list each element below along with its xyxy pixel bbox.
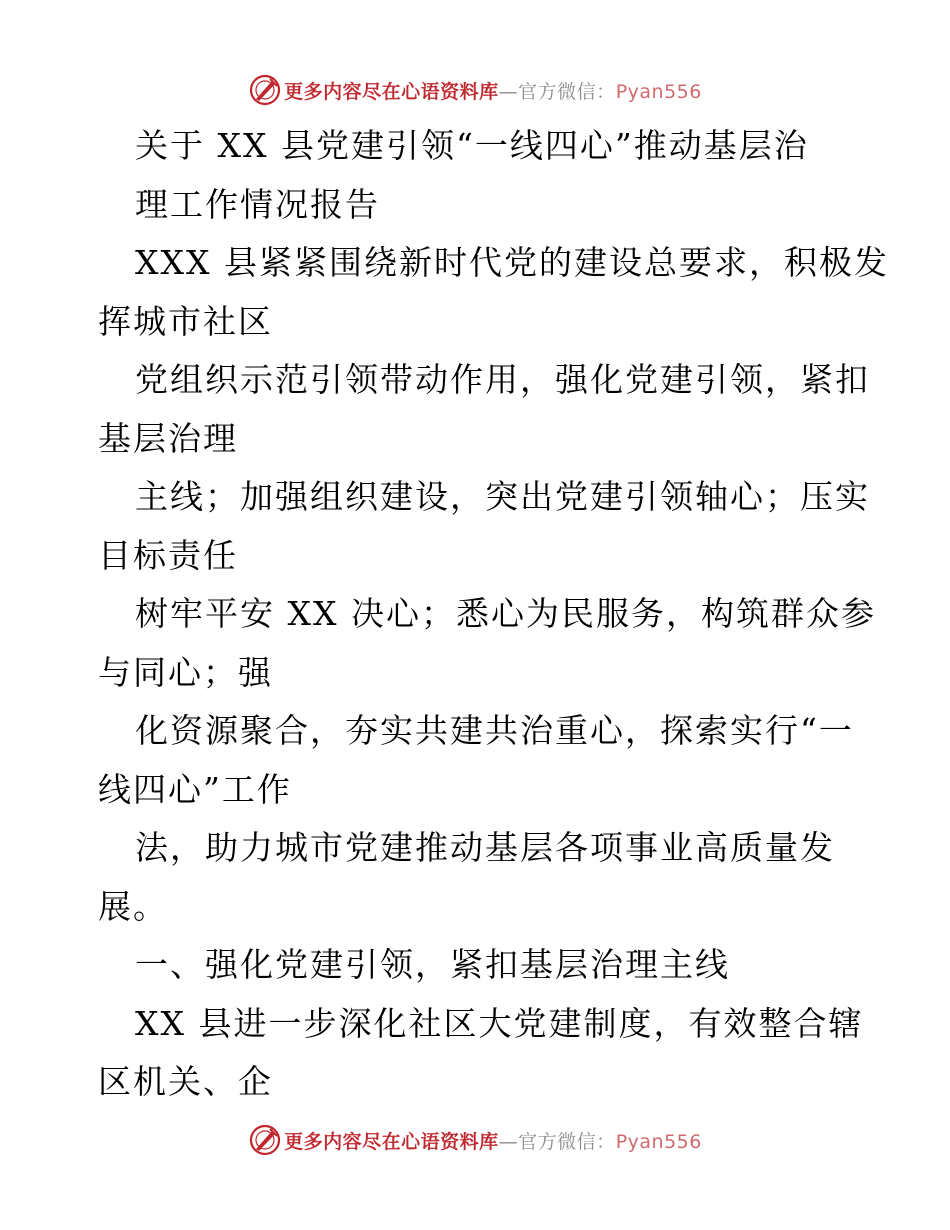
text-line: XX 县进一步深化社区大党建制度，有效整合辖 [135, 1003, 864, 1043]
text-line: 一、强化党建引领，紧扣基层治理主线 [135, 945, 730, 984]
banner-wechat-id: Pyan556 [615, 1130, 702, 1153]
text-line: 化资源聚合，夯实共建共治重心，探索实行“一 [135, 711, 854, 750]
text-line: 关于 XX 县党建引领“一线四心”推动基层治 [135, 126, 809, 165]
banner-wechat-label: 官方微信： [518, 80, 616, 103]
banner-dash: — [498, 80, 519, 103]
text-line: 区机关、企 [98, 1062, 273, 1101]
document-body [98, 117, 889, 1112]
text-line: 展。 [98, 886, 168, 926]
banner-main-text: 更多内容尽在心语资料库 [284, 1130, 499, 1153]
text-line: XXX 县紧紧围绕新时代党的建设总要求，积极发 [135, 243, 889, 282]
text-line: 与同心；强 [98, 652, 273, 692]
banner-wechat-id: Pyan556 [615, 80, 702, 103]
banner-wechat-label: 官方微信： [518, 1130, 616, 1153]
text-line: 理工作情况报告 [135, 184, 380, 224]
footer-banner [0, 1120, 950, 1160]
text-line: 党组织示范引领带动作用，强化党建引领，紧扣 [135, 360, 870, 399]
text-line: 挥城市社区 [98, 301, 273, 341]
text-line: 目标责任 [98, 535, 238, 575]
text-line: 主线；加强组织建设，突出党建引领轴心；压实 [135, 477, 870, 516]
text-line: 法，助力城市党建推动基层各项事业高质量发 [135, 828, 835, 867]
stamp-logo-icon [248, 73, 282, 107]
text-line: 基层治理 [98, 418, 238, 458]
text-line: 树牢平安 XX 决心；悉心为民服务，构筑群众参 [135, 594, 876, 633]
banner-main-text: 更多内容尽在心语资料库 [284, 80, 499, 103]
text-line: 线四心”工作 [98, 769, 292, 809]
banner-dash: — [498, 1130, 519, 1153]
stamp-logo-icon [248, 1123, 282, 1157]
header-banner [0, 70, 950, 110]
